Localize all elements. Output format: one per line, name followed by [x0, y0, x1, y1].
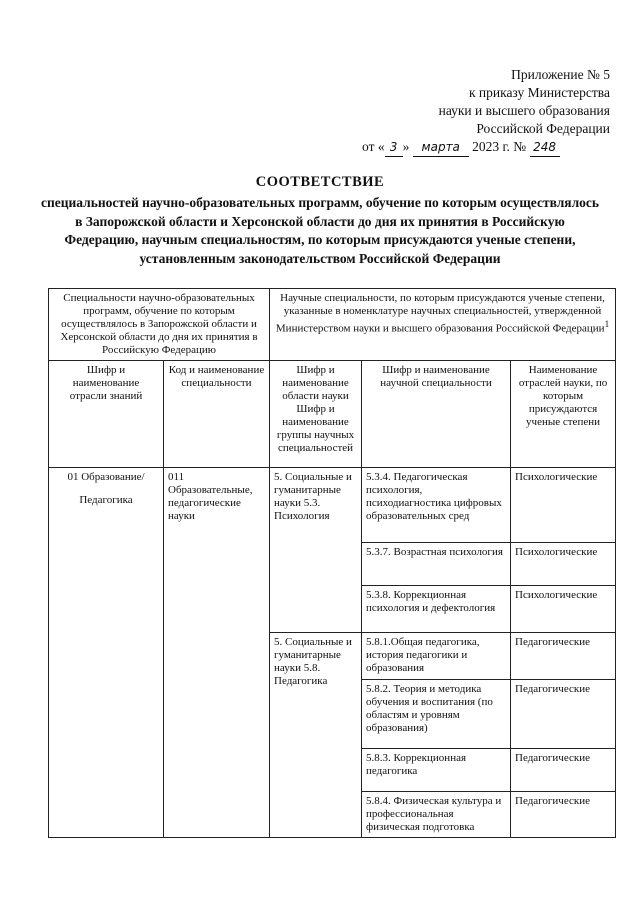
header-left-cell: Специальности научно-образовательных программ, обучение по которым осуществлялось в Запорожской области и Херсонской области до дня их принятия в Российскую Федерацию	[49, 289, 270, 361]
order-date-line	[362, 138, 602, 157]
col-header-field: Шифр и наименование отрасли знаний	[49, 361, 164, 468]
appendix-line-1: Приложение № 5	[511, 67, 610, 82]
group-cell-pedagogy: 5. Социальные и гуманитарные науки 5.8. Педагогика	[270, 633, 362, 838]
col-header-science-group: Шифр и наименование области науки Шифр и наименование группы научных специальностей	[270, 361, 362, 468]
col-header-scientific-specialty: Шифр и наименование научной специальности	[362, 361, 511, 468]
degree-cell: Педагогические	[511, 749, 616, 792]
degree-cell: Педагогические	[511, 633, 616, 680]
title-subtitle: специальностей научно-образовательных программ, обучение по которым осуществлялось в Запорожской области и Херсонской области до дня их принятия в Российскую Федерацию, научным специальностям, по которым присуждаются ученые степени, установленным законодательством Российской Федерации	[40, 195, 600, 266]
group-cell-psychology: 5. Социальные и гуманитарные науки 5.3. Психология	[270, 468, 362, 633]
col-header-degree-branch: Наименование отраслей науки, по которым присуждаются ученые степени	[511, 361, 616, 468]
title-heading: СООТВЕТСТВИЕ	[255, 174, 385, 190]
field-name: Педагогика	[79, 494, 133, 506]
header-right-text: Научные специальности, по которым присуждаются ученые степени, указанные в номенклатуре научных специальностей, утвержденной Министерством науки и высшего образования Российской Федерации	[275, 292, 605, 335]
handwritten-day: 3	[385, 138, 403, 157]
handwritten-order-number: 248	[530, 138, 560, 157]
date-mid: »	[402, 139, 410, 154]
specialty-cell: 5.8.3. Коррекционная педагогика	[362, 749, 511, 792]
header-right-cell	[270, 289, 616, 361]
document-title	[40, 172, 600, 268]
specialty-cell: 5.8.1.Общая педагогика, история педагогики и образования	[362, 633, 511, 680]
field-code: 01 Образование/	[67, 471, 145, 483]
appendix-header	[340, 66, 610, 138]
degree-cell: Психологические	[511, 586, 616, 633]
date-prefix: от «	[362, 139, 385, 154]
degree-cell: Педагогические	[511, 792, 616, 838]
col-header-specialty-code: Код и наименование специальности	[164, 361, 270, 468]
appendix-line-4: Российской Федерации	[476, 121, 610, 136]
specialty-cell: 5.8.2. Теория и методика обучения и воспитания (по областям и уровням образования)	[362, 680, 511, 749]
year-text: 2023 г. №	[472, 139, 527, 154]
degree-cell: Психологические	[511, 468, 616, 543]
table-header-row	[49, 289, 616, 361]
specialty-cell: 5.8.4. Физическая культура и профессиональная физическая подготовка	[362, 792, 511, 838]
field-cell	[49, 468, 164, 838]
table-row	[49, 468, 616, 543]
handwritten-month: марта	[413, 138, 469, 157]
table-subheader-row	[49, 361, 616, 468]
specialty-cell: 5.3.8. Коррекционная психология и дефектология	[362, 586, 511, 633]
footnote-mark: 1	[604, 319, 610, 329]
correspondence-table	[48, 288, 616, 838]
appendix-line-2: к приказу Министерства	[468, 85, 610, 100]
specialty-code-cell: 011 Образовательные, педагогические науки	[164, 468, 270, 838]
degree-cell: Педагогические	[511, 680, 616, 749]
degree-cell: Психологические	[511, 543, 616, 586]
appendix-line-3: науки и высшего образования	[438, 103, 610, 118]
specialty-cell: 5.3.7. Возрастная психология	[362, 543, 511, 586]
specialty-cell: 5.3.4. Педагогическая психология, психодиагностика цифровых образовательных сред	[362, 468, 511, 543]
